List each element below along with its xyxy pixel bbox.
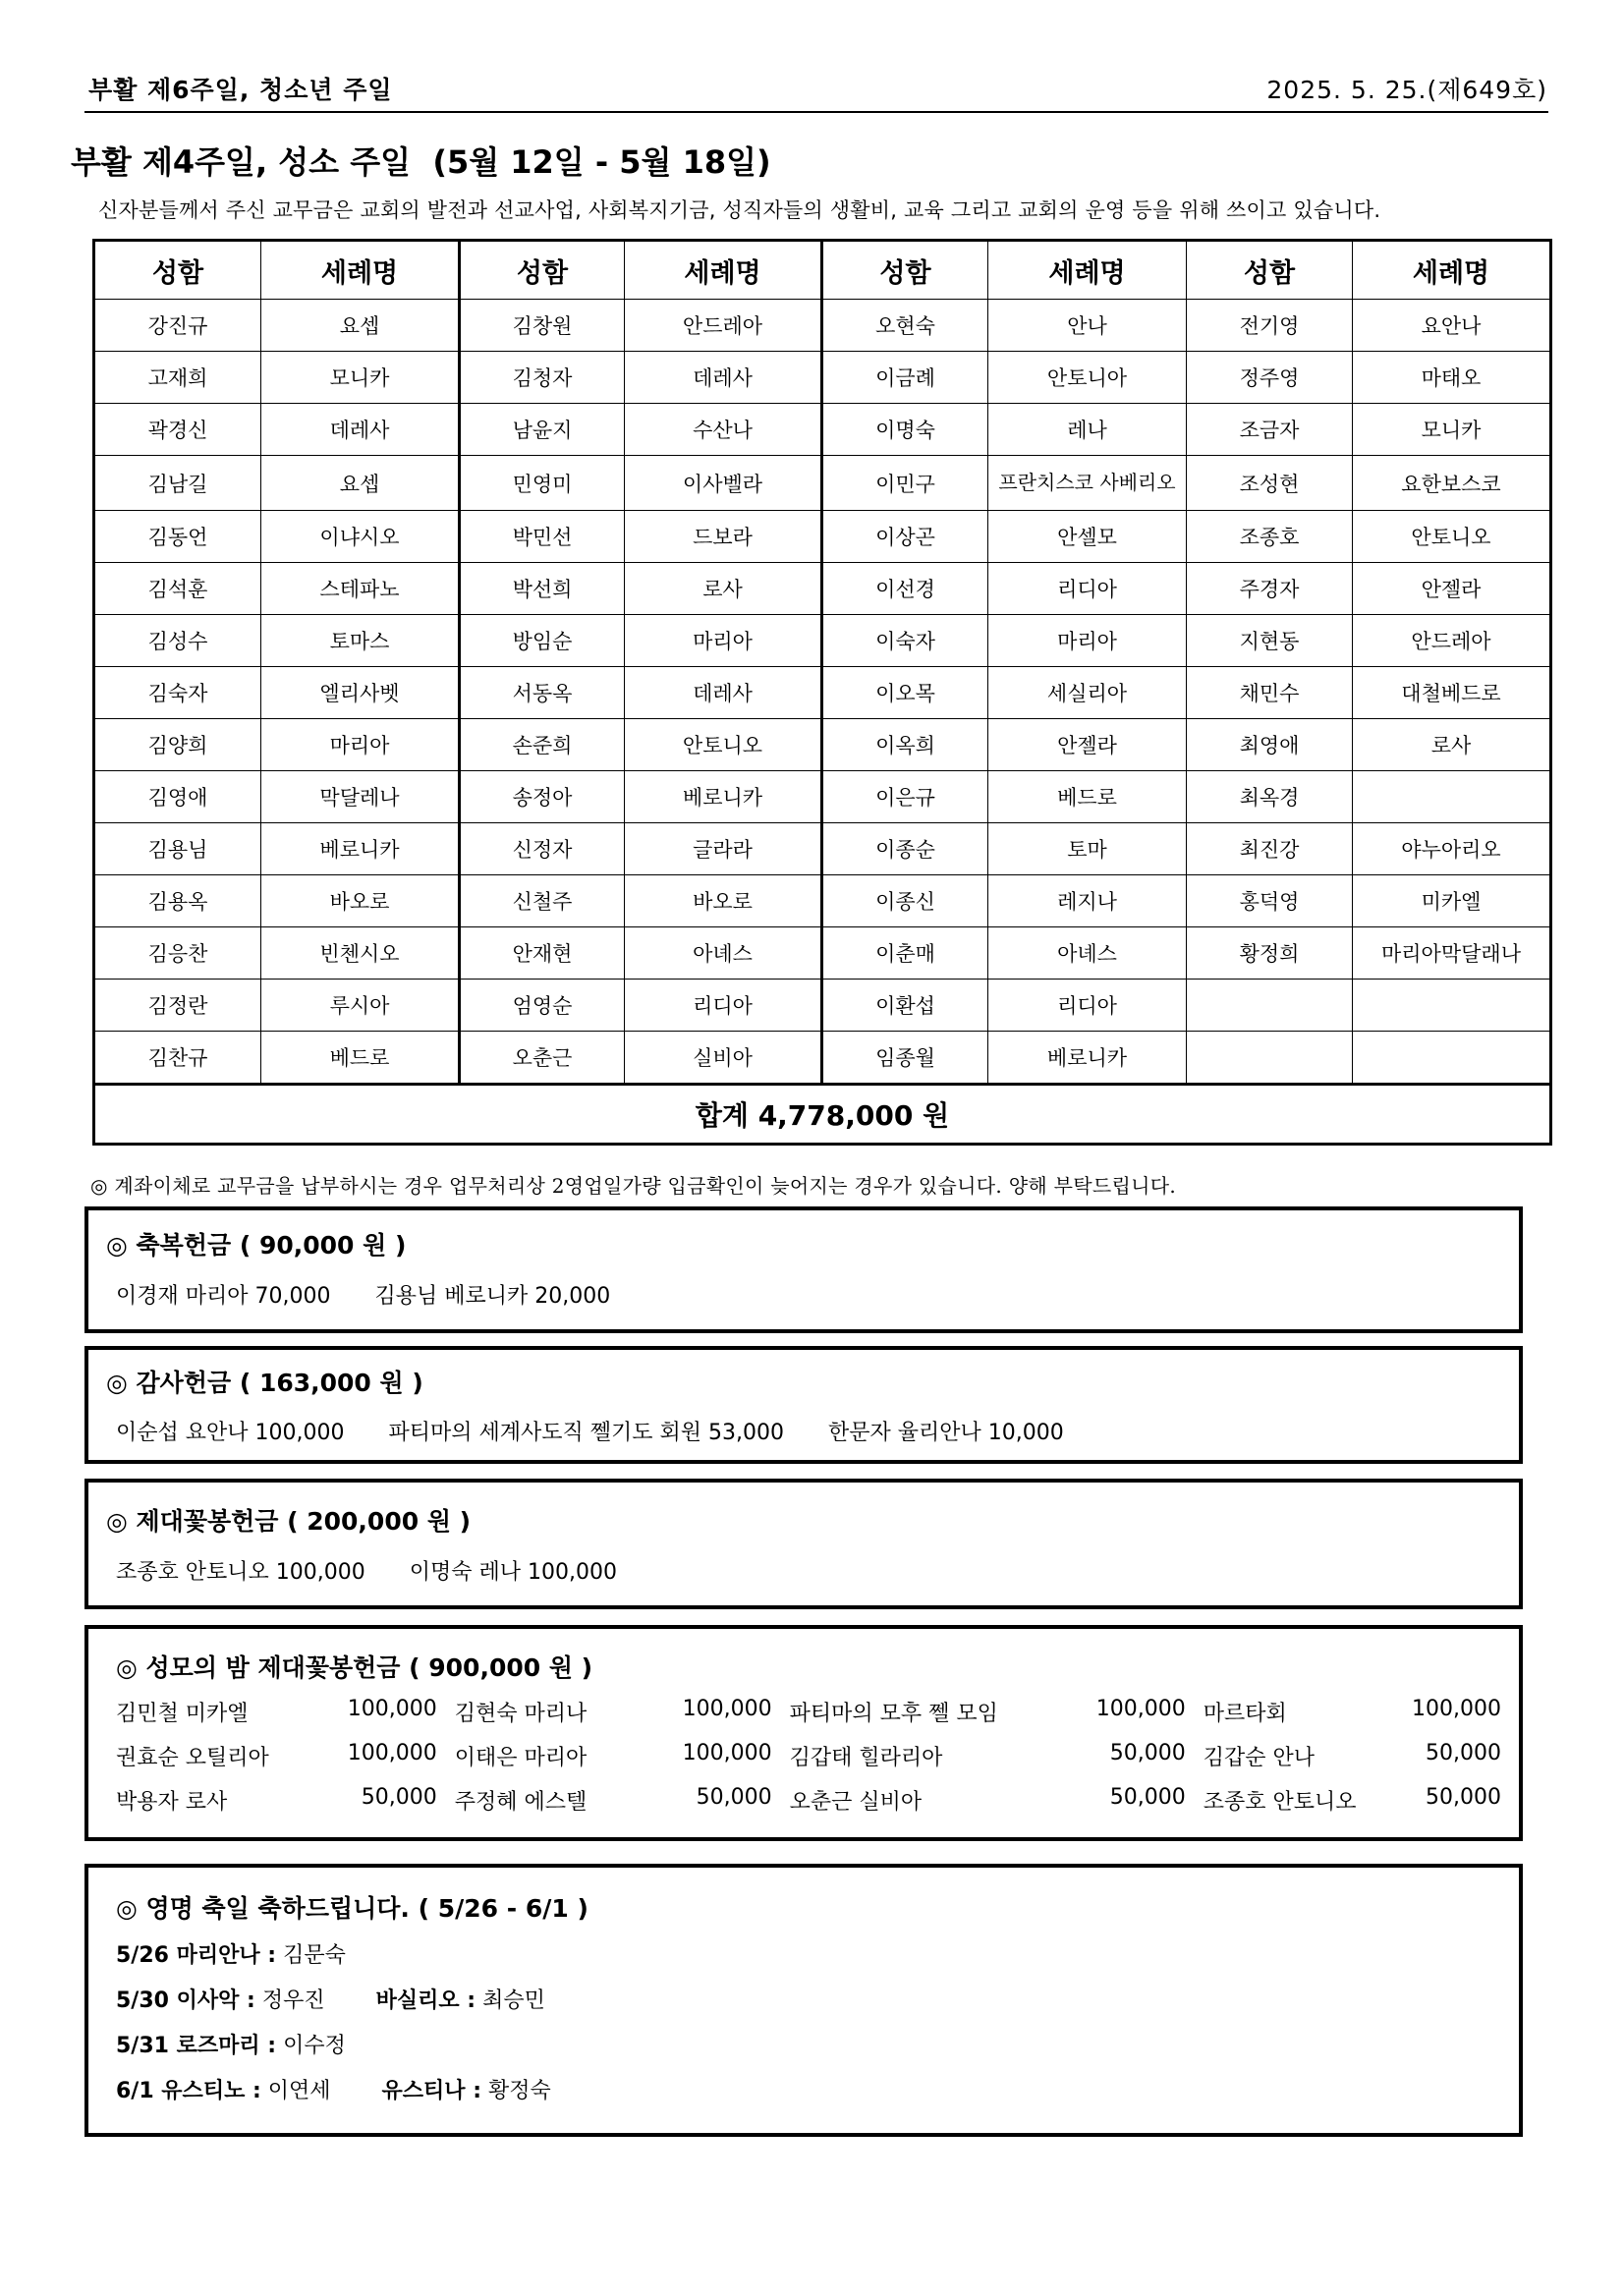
baptismal-name-cell: 리디아 (988, 980, 1187, 1032)
baptismal-name-cell: 엘리사벳 (261, 667, 460, 719)
parishioner-name-cell: 김용옥 (94, 875, 261, 927)
celebrant-name: 황정숙 (488, 2079, 551, 2103)
parishioner-name-cell: 이숙자 (822, 615, 988, 667)
donor-name: 박용자 로사 (116, 1790, 228, 1815)
altar-flower-offering-title: ◎ 제대꽃봉헌금 ( 200,000 원 ) (106, 1507, 472, 1536)
table-row (94, 667, 1551, 719)
parishioner-name-cell: 남윤지 (460, 404, 625, 456)
baptismal-name-cell: 베드로 (988, 771, 1187, 823)
baptismal-name-cell: 데레사 (625, 352, 822, 404)
column-header-name: 성함 (460, 241, 625, 300)
baptismal-name-cell: 데레사 (625, 667, 822, 719)
donor-name: 권효순 오틸리아 (116, 1746, 269, 1770)
parishioner-name-cell: 조성현 (1187, 456, 1353, 511)
baptismal-name-cell: 안토니아 (988, 352, 1187, 404)
marian-night-offering-title: ◎ 성모의 밤 제대꽃봉헌금 ( 900,000 원 ) (116, 1653, 593, 1682)
parishioner-name-cell: 최옥경 (1187, 771, 1353, 823)
marian-night-donor-grid (116, 1690, 1501, 1822)
donation-amount: 100,000 (347, 1697, 437, 1721)
feast-day-line (116, 2029, 346, 2059)
table-row (94, 719, 1551, 771)
baptismal-name-cell: 실비아 (625, 1032, 822, 1085)
baptismal-name-cell: 안드레아 (625, 300, 822, 352)
parishioner-name-cell: 김동언 (94, 511, 261, 563)
baptismal-name-cell: 요셉 (261, 456, 460, 511)
parishioner-name-cell: 안재현 (460, 927, 625, 980)
thanks-offering-entries (116, 1416, 1101, 1446)
table-row (94, 980, 1551, 1032)
baptismal-name-cell: 데레사 (261, 404, 460, 456)
baptismal-name-cell: 안나 (988, 300, 1187, 352)
donation-amount: 100,000 (682, 1741, 772, 1765)
table-row (94, 300, 1551, 352)
parishioner-name-cell (1187, 1032, 1353, 1085)
parishioner-name-cell (1187, 980, 1353, 1032)
parishioner-name-cell: 고재희 (94, 352, 261, 404)
baptismal-name-cell: 토마 (988, 823, 1187, 875)
baptismal-name-cell: 안젤라 (1353, 563, 1551, 615)
parishioner-name-cell: 지현동 (1187, 615, 1353, 667)
parishioner-name-cell: 이종순 (822, 823, 988, 875)
parishioner-name-cell: 이명숙 (822, 404, 988, 456)
baptismal-name-cell: 안드레아 (1353, 615, 1551, 667)
donor-entry: 이순섭 요안나 100,000 (116, 1421, 345, 1445)
baptismal-name-cell: 마리아 (261, 719, 460, 771)
parishioner-name-cell: 김영애 (94, 771, 261, 823)
parishioner-name-cell: 이종신 (822, 875, 988, 927)
baptismal-name-cell: 프란치스코 사베리오 (988, 456, 1187, 511)
saint-label: 유스티나 : (381, 2079, 482, 2103)
baptismal-name-cell (1353, 771, 1551, 823)
donor-entry (790, 1697, 1204, 1727)
parishioner-name-cell: 홍덕영 (1187, 875, 1353, 927)
feast-day-line (116, 1984, 545, 2014)
baptismal-name-cell: 드보라 (625, 511, 822, 563)
baptismal-name-cell: 베로니카 (988, 1032, 1187, 1085)
celebrant-name: 정우진 (261, 1988, 325, 2013)
parishioner-name-cell: 전기영 (1187, 300, 1353, 352)
donor-entry: 이명숙 레나 100,000 (409, 1560, 617, 1585)
baptismal-name-cell: 모니카 (1353, 404, 1551, 456)
baptismal-name-cell: 안셀모 (988, 511, 1187, 563)
feast-day-title: ◎ 영명 축일 축하드립니다. ( 5/26 - 6/1 ) (116, 1894, 588, 1923)
donation-amount: 100,000 (347, 1741, 437, 1765)
table-row (94, 404, 1551, 456)
celebrant-name: 김문숙 (283, 1943, 346, 1968)
parishioner-name-cell: 신철주 (460, 875, 625, 927)
donation-amount: 100,000 (1412, 1697, 1501, 1721)
donation-amount: 50,000 (1426, 1741, 1501, 1765)
donor-entry (116, 1741, 455, 1771)
feast-day-line (116, 2074, 551, 2104)
baptismal-name-cell: 아녜스 (988, 927, 1187, 980)
donor-name: 주정혜 에스텔 (454, 1790, 588, 1815)
donation-amount: 50,000 (696, 1785, 772, 1810)
blessing-offering-title: ◎ 축복헌금 ( 90,000 원 ) (106, 1231, 407, 1260)
altar-flower-offering-box (84, 1479, 1523, 1609)
celebrant-name: 이수정 (283, 2034, 346, 2058)
baptismal-name-cell: 레지나 (988, 875, 1187, 927)
baptismal-name-cell: 모니카 (261, 352, 460, 404)
marian-night-offering-box (84, 1625, 1523, 1841)
donor-row (116, 1734, 1501, 1778)
baptismal-name-cell: 수산나 (625, 404, 822, 456)
parishioner-name-cell: 이오목 (822, 667, 988, 719)
table-row (94, 875, 1551, 927)
donor-entry (116, 1785, 455, 1816)
parishioner-name-cell: 이환섭 (822, 980, 988, 1032)
baptismal-name-cell: 안젤라 (988, 719, 1187, 771)
parishioner-name-cell: 김남길 (94, 456, 261, 511)
baptismal-name-cell: 마리아막달래나 (1353, 927, 1551, 980)
baptismal-name-cell: 루시아 (261, 980, 460, 1032)
section-description: 신자분들께서 주신 교무금은 교회의 발전과 선교사업, 사회복지기금, 성직자들의 생활비, 교육 그리고 교회의 운영 등을 위해 쓰이고 있습니다. (98, 198, 1381, 222)
saint-label: 5/26 마리안나 : (116, 1943, 277, 1968)
parishioner-name-cell: 박민선 (460, 511, 625, 563)
table-row (94, 456, 1551, 511)
baptismal-name-cell: 마리아 (988, 615, 1187, 667)
parishioner-name-cell: 임종월 (822, 1032, 988, 1085)
donor-entry (116, 1697, 455, 1727)
baptismal-name-cell: 안토니오 (1353, 511, 1551, 563)
donor-entry (1204, 1741, 1501, 1771)
baptismal-name-cell: 스테파노 (261, 563, 460, 615)
baptismal-name-cell (1353, 980, 1551, 1032)
saint-label: 5/31 로즈마리 : (116, 2034, 277, 2058)
donor-entry (1204, 1785, 1501, 1816)
parishioner-name-cell: 서동옥 (460, 667, 625, 719)
baptismal-name-cell: 마태오 (1353, 352, 1551, 404)
donor-name: 오춘근 실비아 (789, 1790, 923, 1815)
donor-name: 파티마의 모후 쩰 모임 (789, 1702, 998, 1726)
parishioner-name-cell: 방임순 (460, 615, 625, 667)
parishioner-name-cell: 황정희 (1187, 927, 1353, 980)
donor-entry: 김용님 베로니카 20,000 (374, 1284, 611, 1309)
donor-entry (455, 1785, 790, 1816)
donor-row (116, 1690, 1501, 1734)
parishioner-name-cell: 김용님 (94, 823, 261, 875)
column-header-baptismal-name: 세례명 (261, 241, 460, 300)
donor-entry (1204, 1697, 1501, 1727)
parishioner-name-cell: 김정란 (94, 980, 261, 1032)
parishioner-name-cell: 김성수 (94, 615, 261, 667)
parishioner-name-cell: 이금례 (822, 352, 988, 404)
parishioner-name-cell: 송정아 (460, 771, 625, 823)
baptismal-name-cell: 바오로 (261, 875, 460, 927)
donation-amount: 50,000 (1426, 1785, 1501, 1810)
parishioner-name-cell: 조금자 (1187, 404, 1353, 456)
baptismal-name-cell: 리디아 (625, 980, 822, 1032)
parishioner-name-cell: 최영애 (1187, 719, 1353, 771)
offering-total: 합계 4,778,000 원 (94, 1085, 1551, 1145)
parishioner-name-cell: 정주영 (1187, 352, 1353, 404)
blessing-offering-entries (116, 1279, 647, 1310)
parishioner-name-cell: 이선경 (822, 563, 988, 615)
baptismal-name-cell: 세실리아 (988, 667, 1187, 719)
table-row (94, 563, 1551, 615)
donor-name: 조종호 안토니오 (1203, 1790, 1357, 1815)
table-row (94, 1032, 1551, 1085)
baptismal-name-cell: 베로니카 (261, 823, 460, 875)
parishioner-name-cell: 김석훈 (94, 563, 261, 615)
donor-name: 김현숙 마리나 (454, 1702, 588, 1726)
parishioner-name-cell: 신정자 (460, 823, 625, 875)
table-row (94, 927, 1551, 980)
parishioner-name-cell: 이춘매 (822, 927, 988, 980)
donor-name: 김갑태 힐라리아 (789, 1746, 943, 1770)
parishioner-name-cell: 박선희 (460, 563, 625, 615)
baptismal-name-cell: 로사 (1353, 719, 1551, 771)
baptismal-name-cell: 빈첸시오 (261, 927, 460, 980)
feast-day-box (84, 1864, 1523, 2137)
parishioner-name-cell: 김응찬 (94, 927, 261, 980)
baptismal-name-cell: 요안나 (1353, 300, 1551, 352)
table-row (94, 352, 1551, 404)
parishioner-name-cell: 오현숙 (822, 300, 988, 352)
table-total-row (94, 1085, 1551, 1145)
saint-label: 5/30 이사악 : (116, 1988, 255, 2013)
parishioner-name-cell: 주경자 (1187, 563, 1353, 615)
parishioner-name-cell: 오춘근 (460, 1032, 625, 1085)
donor-entry (455, 1741, 790, 1771)
baptismal-name-cell: 바오로 (625, 875, 822, 927)
baptismal-name-cell: 요한보스코 (1353, 456, 1551, 511)
column-header-baptismal-name: 세례명 (988, 241, 1187, 300)
parishioner-name-cell: 김양희 (94, 719, 261, 771)
blessing-offering-box (84, 1206, 1523, 1333)
baptismal-name-cell: 마리아 (625, 615, 822, 667)
parishioner-name-cell: 김청자 (460, 352, 625, 404)
celebrant-name: 이연세 (267, 2079, 331, 2103)
donor-name: 이태은 마리아 (454, 1746, 588, 1770)
parishioner-name-cell: 민영미 (460, 456, 625, 511)
donor-entry: 파티마의 세계사도직 쩰기도 회원 53,000 (388, 1421, 784, 1445)
donor-name: 김갑순 안나 (1203, 1746, 1315, 1770)
baptismal-name-cell: 안토니오 (625, 719, 822, 771)
bulletin-date-issue: 2025. 5. 25.(제649호) (1266, 76, 1547, 104)
baptismal-name-cell: 대철베드로 (1353, 667, 1551, 719)
donor-name: 김민철 미카엘 (116, 1702, 249, 1726)
table-row (94, 771, 1551, 823)
donor-name: 마르타회 (1203, 1702, 1287, 1726)
table-row (94, 511, 1551, 563)
column-header-name: 성함 (94, 241, 261, 300)
baptismal-name-cell: 이냐시오 (261, 511, 460, 563)
altar-flower-offering-entries (116, 1555, 654, 1586)
parishioner-name-cell: 채민수 (1187, 667, 1353, 719)
donation-amount: 100,000 (1095, 1697, 1186, 1721)
table-row (94, 615, 1551, 667)
parishioner-name-cell: 엄영순 (460, 980, 625, 1032)
feast-day-line (116, 1938, 346, 1969)
parishioner-name-cell: 이옥희 (822, 719, 988, 771)
parishioner-name-cell: 이상곤 (822, 511, 988, 563)
donor-entry (455, 1697, 790, 1727)
column-header-baptismal-name: 세례명 (1353, 241, 1551, 300)
saint-label: 6/1 유스티노 : (116, 2079, 261, 2103)
donor-entry: 이경재 마리아 70,000 (116, 1284, 331, 1309)
baptismal-name-cell: 미카엘 (1353, 875, 1551, 927)
parishioner-name-cell: 김찬규 (94, 1032, 261, 1085)
donation-amount: 50,000 (361, 1785, 437, 1810)
header-divider (84, 111, 1548, 113)
table-header-row (94, 241, 1551, 300)
thanks-offering-box (84, 1346, 1523, 1464)
column-header-name: 성함 (822, 241, 988, 300)
parishioner-name-cell: 김숙자 (94, 667, 261, 719)
baptismal-name-cell: 베드로 (261, 1032, 460, 1085)
donor-entry: 조종호 안토니오 100,000 (116, 1560, 365, 1585)
parishioner-name-cell: 최진강 (1187, 823, 1353, 875)
baptismal-name-cell: 막달레나 (261, 771, 460, 823)
donor-entry (790, 1785, 1204, 1816)
parishioner-name-cell: 이민구 (822, 456, 988, 511)
baptismal-name-cell (1353, 1032, 1551, 1085)
donation-amount: 50,000 (1109, 1741, 1186, 1765)
donor-entry (790, 1741, 1204, 1771)
baptismal-name-cell: 이사벨라 (625, 456, 822, 511)
offering-table (92, 239, 1552, 1146)
column-header-name: 성함 (1187, 241, 1353, 300)
parishioner-name-cell: 강진규 (94, 300, 261, 352)
baptismal-name-cell: 레나 (988, 404, 1187, 456)
baptismal-name-cell: 아녜스 (625, 927, 822, 980)
parishioner-name-cell: 이은규 (822, 771, 988, 823)
baptismal-name-cell: 토마스 (261, 615, 460, 667)
parishioner-name-cell: 조종호 (1187, 511, 1353, 563)
donation-amount: 100,000 (682, 1697, 772, 1721)
parishioner-name-cell: 곽경신 (94, 404, 261, 456)
baptismal-name-cell: 글라라 (625, 823, 822, 875)
saint-label: 바실리오 : (375, 1988, 476, 2013)
donor-row (116, 1778, 1501, 1822)
table-row (94, 823, 1551, 875)
donation-amount: 50,000 (1109, 1785, 1186, 1810)
parishioner-name-cell: 손준희 (460, 719, 625, 771)
bulletin-week-title: 부활 제6주일, 청소년 주일 (88, 76, 393, 104)
column-header-baptismal-name: 세례명 (625, 241, 822, 300)
thanks-offering-title: ◎ 감사헌금 ( 163,000 원 ) (106, 1369, 423, 1397)
baptismal-name-cell: 요셉 (261, 300, 460, 352)
baptismal-name-cell: 리디아 (988, 563, 1187, 615)
celebrant-name: 최승민 (482, 1988, 545, 2013)
baptismal-name-cell: 로사 (625, 563, 822, 615)
bank-transfer-notice: ◎ 계좌이체로 교무금을 납부하시는 경우 업무처리상 2영업일가량 입금확인이 늦어지는 경우가 있습니다. 양해 부탁드립니다. (90, 1174, 1176, 1198)
donor-entry: 한문자 율리안나 10,000 (827, 1421, 1064, 1445)
baptismal-name-cell: 베로니카 (625, 771, 822, 823)
section-title: 부활 제4주일, 성소 주일 (5월 12일 - 5월 18일) (71, 143, 771, 181)
parishioner-name-cell: 김창원 (460, 300, 625, 352)
baptismal-name-cell: 야누아리오 (1353, 823, 1551, 875)
